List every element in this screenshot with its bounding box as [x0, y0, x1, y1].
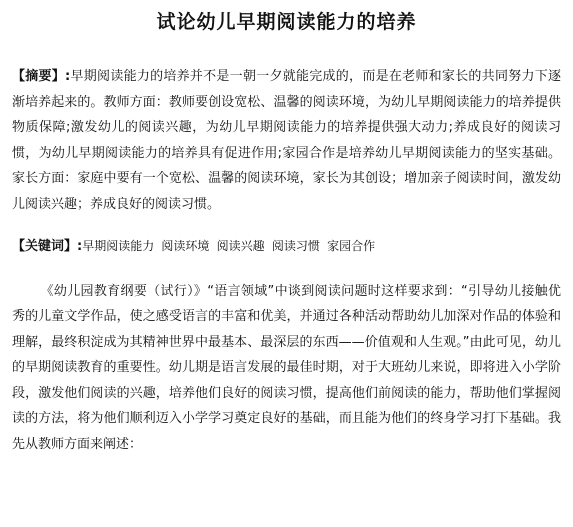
keywords-label: 【关键词】: [12, 239, 83, 254]
abstract-label: 【摘要】: [12, 69, 71, 84]
abstract-paragraph [12, 64, 561, 217]
keywords-text: 早期阅读能力 阅读环境 阅读兴趣 阅读习惯 家园合作 [82, 239, 376, 253]
document-title: 试论幼儿早期阅读能力的培养 [156, 11, 417, 33]
body-paragraph: 《幼儿园教育纲要（试行）》“语言领域”中谈到阅读问题时这样要求到：“引导幼儿接触优秀的儿童文学作品，使之感受语言的丰富和优美，并通过各种活动帮助幼儿加深对作品的体验和理解，最终积淀成为其精神世界中最基本、最深层的东西——价值观和人生观。”由此可见，幼儿的早期阅读教育的重要性。幼儿期是语言发展的最佳时期，对于大班幼儿来说，即将进入小学阶段，激发他们阅读的兴趣，培养他们良好的阅读习惯，提高他们前阅读的能力，帮助他们掌握阅读的方法，将为他们顺利迈入小学学习奠定良好的基础，而且能为他们的终身学习打下基础。我先从教师方面来阐述： [12, 283, 561, 452]
keywords-paragraph [12, 234, 561, 260]
abstract-text: 早期阅读能力的培养并不是一朝一夕就能完成的，而是在老师和家长的共同努力下逐渐培养起来的。教师方面：教师要创设宽松、温馨的阅读环境，为幼儿早期阅读能力的培养提供物质保障;激发幼儿的阅读兴趣，为幼儿早期阅读能力的培养提供强大动力;养成良好的阅读习惯，为幼儿早期阅读能力的培养具有促进作用;家园合作是培养幼儿早期阅读能力的坚实基础。家长方面：家庭中要有一个宽松、温馨的阅读环境，家长为其创设；增加亲子阅读时间，激发幼儿阅读兴趣；养成良好的阅读习惯。 [12, 69, 561, 212]
